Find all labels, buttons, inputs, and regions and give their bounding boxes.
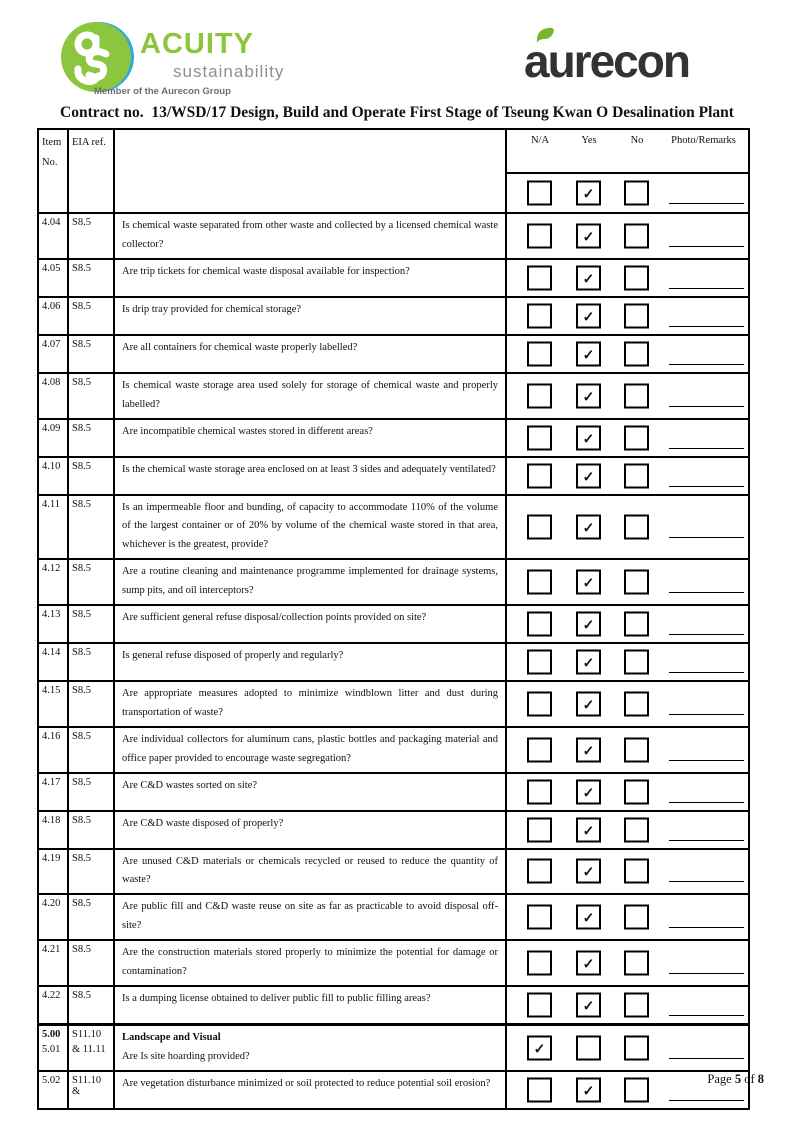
item-cell: 5.02 bbox=[39, 1072, 69, 1108]
eia-cell: S8.5 bbox=[69, 606, 115, 642]
remarks-underline bbox=[669, 1015, 744, 1016]
remarks-underline bbox=[669, 486, 744, 487]
question-column-header bbox=[115, 130, 507, 212]
answer-cell bbox=[507, 812, 748, 848]
yes-checkbox[interactable]: ✓ bbox=[576, 341, 601, 366]
table-row bbox=[39, 848, 748, 894]
yes-checkbox[interactable]: ✓ bbox=[576, 905, 601, 930]
remarks-underline bbox=[669, 537, 744, 538]
eia-cell: S8.5 bbox=[69, 941, 115, 985]
item-cell: 4.05 bbox=[39, 260, 69, 296]
no-checkbox[interactable] bbox=[624, 341, 649, 366]
na-checkbox[interactable] bbox=[527, 181, 552, 206]
no-checkbox[interactable] bbox=[624, 817, 649, 842]
item-cell: 4.07 bbox=[39, 336, 69, 372]
section-heading: Landscape and Visual bbox=[122, 1031, 221, 1043]
remarks-underline bbox=[669, 760, 744, 761]
item-cell: 4.21 bbox=[39, 941, 69, 985]
question-cell bbox=[115, 1072, 507, 1108]
no-checkbox[interactable] bbox=[624, 737, 649, 762]
question-cell bbox=[115, 496, 507, 559]
answer-cell bbox=[507, 1026, 748, 1070]
eia-cell: S8.5 bbox=[69, 260, 115, 296]
question-text: Is drip tray provided for chemical storage? bbox=[122, 303, 302, 315]
page-number: 5 bbox=[734, 1072, 742, 1086]
question-text: Are Is site hoarding provided? bbox=[122, 1050, 250, 1062]
question-cell bbox=[115, 774, 507, 810]
table-row bbox=[39, 1070, 748, 1108]
no-checkbox[interactable] bbox=[624, 1077, 649, 1102]
remarks-underline bbox=[669, 326, 744, 327]
na-checkbox[interactable] bbox=[527, 650, 552, 675]
answer-cell bbox=[507, 496, 748, 559]
remarks-underline bbox=[669, 288, 744, 289]
na-checkbox[interactable] bbox=[527, 341, 552, 366]
remarks-underline bbox=[669, 714, 744, 715]
question-cell bbox=[115, 850, 507, 894]
eia-cell: S8.5 bbox=[69, 682, 115, 726]
no-checkbox[interactable] bbox=[624, 691, 649, 716]
question-cell bbox=[115, 895, 507, 939]
answer-column-header bbox=[507, 130, 748, 212]
eia-cell: S8.5 bbox=[69, 895, 115, 939]
question-text: Are public fill and C&D waste reuse on site as far as practicable to avoid disposal off-site? bbox=[122, 901, 498, 932]
no-checkbox[interactable] bbox=[624, 650, 649, 675]
question-cell bbox=[115, 374, 507, 418]
table-row bbox=[39, 772, 748, 810]
table-row bbox=[39, 296, 748, 334]
na-checkbox[interactable] bbox=[527, 1077, 552, 1102]
no-checkbox[interactable] bbox=[624, 463, 649, 488]
eia-cell: S11.10 & 11.11 bbox=[69, 1026, 115, 1070]
acuity-tagline: Member of the Aurecon Group bbox=[94, 86, 231, 97]
question-text: Are a routine cleaning and maintenance programme implemented for drainage systems, sump pits, and oil interceptors? bbox=[122, 566, 498, 597]
table-row bbox=[39, 985, 748, 1023]
document-title: Contract no. 13/WSD/17 Design, Build and Operate First Stage of Tseung Kwan O Desalination Plant bbox=[60, 104, 734, 121]
na-checkbox[interactable] bbox=[527, 514, 552, 539]
item-cell: 4.11 bbox=[39, 496, 69, 559]
answer-labels bbox=[507, 130, 748, 174]
answer-cell bbox=[507, 420, 748, 456]
table-row bbox=[39, 456, 748, 494]
item-cell: 4.10 bbox=[39, 458, 69, 494]
remarks-underline bbox=[669, 1058, 744, 1059]
remarks-underline bbox=[669, 592, 744, 593]
yes-checkbox[interactable]: ✓ bbox=[576, 992, 601, 1017]
na-checkbox[interactable] bbox=[527, 223, 552, 248]
checklist-table bbox=[37, 128, 750, 1110]
remarks-underline bbox=[669, 246, 744, 247]
question-text: Are vegetation disturbance minimized or soil protected to reduce potential soil erosion? bbox=[122, 1077, 491, 1089]
question-cell bbox=[115, 458, 507, 494]
table-row bbox=[39, 680, 748, 726]
table-row bbox=[39, 939, 748, 985]
no-checkbox[interactable] bbox=[624, 992, 649, 1017]
item-cell: 4.16 bbox=[39, 728, 69, 772]
question-cell bbox=[115, 298, 507, 334]
answer-cell bbox=[507, 606, 748, 642]
question-cell bbox=[115, 560, 507, 604]
table-row bbox=[39, 604, 748, 642]
item-cell: 4.17 bbox=[39, 774, 69, 810]
table-row bbox=[39, 334, 748, 372]
acuity-monogram-icon bbox=[60, 20, 134, 94]
na-checkbox[interactable] bbox=[527, 612, 552, 637]
yes-checkbox[interactable]: ✓ bbox=[576, 817, 601, 842]
table-row bbox=[39, 642, 748, 680]
yes-checkbox[interactable]: ✓ bbox=[576, 223, 601, 248]
eia-cell: S11.10 & bbox=[69, 1072, 115, 1108]
no-checkbox[interactable] bbox=[624, 425, 649, 450]
no-checkbox[interactable] bbox=[624, 303, 649, 328]
answer-cell bbox=[507, 644, 748, 680]
answer-cell bbox=[507, 941, 748, 985]
question-cell bbox=[115, 682, 507, 726]
table-row bbox=[39, 810, 748, 848]
na-checkbox[interactable] bbox=[527, 951, 552, 976]
yes-checkbox[interactable]: ✓ bbox=[576, 951, 601, 976]
na-checkbox[interactable] bbox=[527, 265, 552, 290]
remarks-underline bbox=[669, 634, 744, 635]
question-cell bbox=[115, 260, 507, 296]
question-cell bbox=[115, 606, 507, 642]
answer-cell bbox=[507, 374, 748, 418]
table-row bbox=[39, 212, 748, 258]
question-cell bbox=[115, 941, 507, 985]
item-column-header: Item No. bbox=[39, 130, 69, 212]
no-checkbox[interactable] bbox=[624, 570, 649, 595]
item-cell: 4.06 bbox=[39, 298, 69, 334]
eia-cell: S8.5 bbox=[69, 214, 115, 258]
item-cell: 4.04 bbox=[39, 214, 69, 258]
remarks-underline bbox=[669, 203, 744, 204]
eia-cell: S8.5 bbox=[69, 336, 115, 372]
yes-checkbox[interactable] bbox=[576, 1035, 601, 1060]
item-cell: 4.18 bbox=[39, 812, 69, 848]
question-cell bbox=[115, 644, 507, 680]
yes-checkbox[interactable]: ✓ bbox=[576, 779, 601, 804]
question-text: Are the construction materials stored properly to minimize the potential for damage or contamination? bbox=[122, 947, 498, 978]
question-text: Are unused C&D materials or chemicals recycled or reused to reduce the quantity of waste? bbox=[122, 855, 498, 886]
page-total: 8 bbox=[757, 1072, 764, 1086]
acuity-logo bbox=[58, 18, 318, 104]
yes-checkbox[interactable]: ✓ bbox=[576, 383, 601, 408]
question-text: Is an impermeable floor and bunding, of capacity to accommodate 110% of the volume of the largest container or of 20% by volume of the chemical waste stored in that area, whichever is the greatest, provide? bbox=[122, 501, 498, 551]
eia-cell: S8.5 bbox=[69, 644, 115, 680]
no-checkbox[interactable] bbox=[624, 223, 649, 248]
answer-cell bbox=[507, 458, 748, 494]
yes-checkbox[interactable]: ✓ bbox=[576, 859, 601, 884]
question-cell bbox=[115, 728, 507, 772]
eia-cell: S8.5 bbox=[69, 774, 115, 810]
acuity-wordmark: ACUITY bbox=[140, 28, 254, 60]
question-text: Is the chemical waste storage area enclosed on at least 3 sides and adequately ventilated? bbox=[122, 463, 496, 475]
item-cell: 4.13 bbox=[39, 606, 69, 642]
answer-cell bbox=[507, 214, 748, 258]
no-checkbox[interactable] bbox=[624, 905, 649, 930]
question-text: Are incompatible chemical wastes stored in different areas? bbox=[122, 425, 373, 437]
aurecon-wordmark: aurecon bbox=[524, 35, 689, 87]
aurecon-logo bbox=[524, 26, 754, 88]
table-row bbox=[39, 726, 748, 772]
yes-label: Yes bbox=[581, 135, 597, 146]
remarks-underline bbox=[669, 927, 744, 928]
table-row bbox=[39, 1023, 748, 1070]
table-row bbox=[39, 558, 748, 604]
na-checkbox[interactable] bbox=[527, 570, 552, 595]
question-cell bbox=[115, 214, 507, 258]
remarks-underline bbox=[669, 973, 744, 974]
answer-cell bbox=[507, 260, 748, 296]
na-checkbox[interactable] bbox=[527, 779, 552, 804]
question-text: Is chemical waste storage area used solely for storage of chemical waste and properly labelled? bbox=[122, 379, 498, 410]
remarks-underline bbox=[669, 406, 744, 407]
no-checkbox[interactable] bbox=[624, 181, 649, 206]
remarks-underline bbox=[669, 802, 744, 803]
na-checkbox[interactable] bbox=[527, 383, 552, 408]
yes-checkbox[interactable]: ✓ bbox=[576, 303, 601, 328]
item-cell: 4.08 bbox=[39, 374, 69, 418]
item-cell: 4.20 bbox=[39, 895, 69, 939]
question-text: Are all containers for chemical waste properly labelled? bbox=[122, 341, 358, 353]
question-cell bbox=[115, 812, 507, 848]
na-checkbox[interactable] bbox=[527, 817, 552, 842]
question-text: Is a dumping license obtained to deliver public fill to public filling areas? bbox=[122, 992, 431, 1004]
remarks-underline bbox=[669, 448, 744, 449]
na-checkbox[interactable] bbox=[527, 425, 552, 450]
eia-cell: S8.5 bbox=[69, 298, 115, 334]
no-checkbox[interactable] bbox=[624, 859, 649, 884]
eia-cell: S8.5 bbox=[69, 560, 115, 604]
answer-cell bbox=[507, 987, 748, 1023]
table-row bbox=[39, 372, 748, 418]
answer-cell bbox=[507, 895, 748, 939]
eia-cell: S8.5 bbox=[69, 728, 115, 772]
yes-checkbox[interactable]: ✓ bbox=[576, 1077, 601, 1102]
yes-checkbox[interactable]: ✓ bbox=[576, 514, 601, 539]
item-cell: 4.22 bbox=[39, 987, 69, 1023]
question-cell bbox=[115, 987, 507, 1023]
eia-cell: S8.5 bbox=[69, 812, 115, 848]
question-text: Are appropriate measures adopted to minimize windblown litter and dust during transportation of waste? bbox=[122, 688, 498, 718]
table-row bbox=[39, 418, 748, 456]
acuity-subtitle: sustainability bbox=[173, 62, 285, 81]
remarks-underline bbox=[669, 672, 744, 673]
item-cell: 4.14 bbox=[39, 644, 69, 680]
eia-cell: S8.5 bbox=[69, 850, 115, 894]
question-text: Are individual collectors for aluminum cans, plastic bottles and packaging material and office paper provided to encourage waste segregation? bbox=[122, 733, 498, 764]
na-checkbox[interactable] bbox=[527, 859, 552, 884]
question-cell bbox=[115, 420, 507, 456]
no-label: No bbox=[630, 135, 644, 146]
question-text: Are C&D wastes sorted on site? bbox=[122, 779, 258, 791]
na-checkbox[interactable] bbox=[527, 905, 552, 930]
no-checkbox[interactable] bbox=[624, 1035, 649, 1060]
yes-checkbox[interactable]: ✓ bbox=[576, 463, 601, 488]
remarks-underline bbox=[669, 881, 744, 882]
question-text: Is chemical waste separated from other waste and collected by a licensed chemical waste collector? bbox=[122, 220, 498, 250]
item-cell: 4.19 bbox=[39, 850, 69, 894]
answer-cell bbox=[507, 682, 748, 726]
na-checkbox[interactable] bbox=[527, 992, 552, 1017]
eia-cell: S8.5 bbox=[69, 420, 115, 456]
question-text: Is general refuse disposed of properly and regularly? bbox=[122, 650, 344, 662]
question-cell bbox=[115, 336, 507, 372]
remarks-underline bbox=[669, 364, 744, 365]
yes-checkbox[interactable]: ✓ bbox=[576, 570, 601, 595]
na-checkbox[interactable] bbox=[527, 691, 552, 716]
no-checkbox[interactable] bbox=[624, 265, 649, 290]
checklist-rows bbox=[39, 212, 748, 1108]
na-checkbox[interactable]: ✓ bbox=[527, 1035, 552, 1060]
answer-cell bbox=[507, 560, 748, 604]
no-checkbox[interactable] bbox=[624, 779, 649, 804]
yes-checkbox[interactable]: ✓ bbox=[576, 265, 601, 290]
remarks-underline bbox=[669, 840, 744, 841]
eia-cell: S8.5 bbox=[69, 987, 115, 1023]
item-cell: 4.12 bbox=[39, 560, 69, 604]
yes-checkbox[interactable]: ✓ bbox=[576, 181, 601, 206]
continuation-answer-row bbox=[507, 174, 748, 212]
question-cell bbox=[115, 1026, 507, 1070]
item-cell: 4.15 bbox=[39, 682, 69, 726]
no-checkbox[interactable] bbox=[624, 612, 649, 637]
eia-cell: S8.5 bbox=[69, 458, 115, 494]
answer-cell bbox=[507, 336, 748, 372]
answer-cell bbox=[507, 774, 748, 810]
answer-cell bbox=[507, 298, 748, 334]
yes-checkbox[interactable]: ✓ bbox=[576, 612, 601, 637]
yes-checkbox[interactable]: ✓ bbox=[576, 650, 601, 675]
table-row bbox=[39, 893, 748, 939]
na-label: N/A bbox=[530, 135, 550, 146]
answer-cell bbox=[507, 728, 748, 772]
question-text: Are trip tickets for chemical waste disposal available for inspection? bbox=[122, 265, 410, 277]
photo-remarks-label: Photo/Remarks bbox=[671, 135, 736, 146]
na-checkbox[interactable] bbox=[527, 463, 552, 488]
table-header bbox=[39, 130, 748, 212]
na-checkbox[interactable] bbox=[527, 737, 552, 762]
na-checkbox[interactable] bbox=[527, 303, 552, 328]
table-row bbox=[39, 258, 748, 296]
yes-checkbox[interactable]: ✓ bbox=[576, 691, 601, 716]
question-text: Are C&D waste disposed of properly? bbox=[122, 817, 284, 829]
eia-column-header: EIA ref. bbox=[69, 130, 115, 212]
no-checkbox[interactable] bbox=[624, 951, 649, 976]
yes-checkbox[interactable]: ✓ bbox=[576, 425, 601, 450]
page-footer: Page 5 of 8 bbox=[707, 1072, 764, 1086]
item-cell: 4.09 bbox=[39, 420, 69, 456]
question-text: Are sufficient general refuse disposal/collection points provided on site? bbox=[122, 612, 427, 624]
eia-cell: S8.5 bbox=[69, 496, 115, 559]
eia-cell: S8.5 bbox=[69, 374, 115, 418]
table-row bbox=[39, 494, 748, 559]
no-checkbox[interactable] bbox=[624, 514, 649, 539]
no-checkbox[interactable] bbox=[624, 383, 649, 408]
answer-cell bbox=[507, 850, 748, 894]
remarks-underline bbox=[669, 1100, 744, 1101]
yes-checkbox[interactable]: ✓ bbox=[576, 737, 601, 762]
item-cell: 5.00 5.01 bbox=[39, 1026, 69, 1070]
